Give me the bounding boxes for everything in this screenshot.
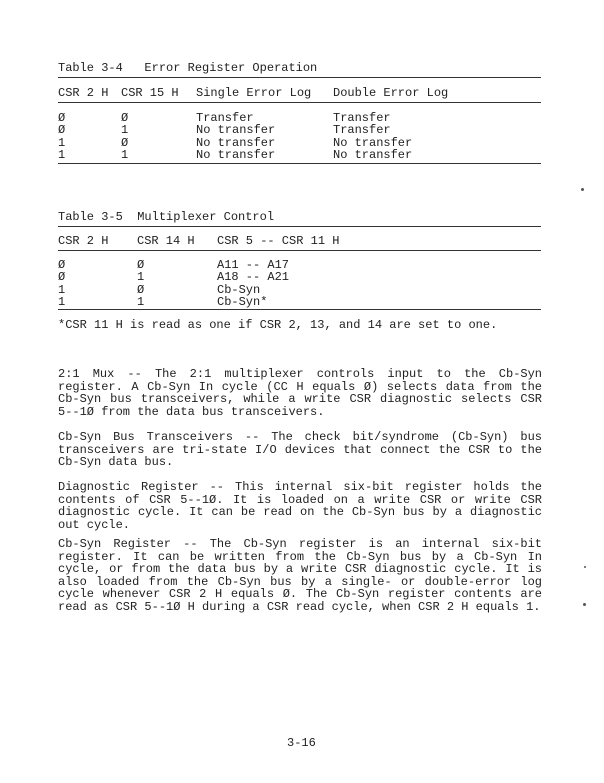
table-row <box>0 137 604 150</box>
table-cell: Cb-Syn <box>217 282 261 297</box>
table-cell: Cb-Syn* <box>217 294 268 309</box>
table-footnote: *CSR 11 H is read as one if CSR 2, 13, and 14 are set to one. <box>58 318 498 332</box>
table-cell: Ø <box>121 135 129 150</box>
table-rule <box>58 102 541 103</box>
table-rule <box>58 250 541 251</box>
column-header: CSR 15 H <box>121 86 179 100</box>
table-cell: 1 <box>137 294 145 309</box>
table-cell: 1 <box>58 282 66 297</box>
table-3-4-title: Table 3-4 Error Register Operation <box>58 61 318 75</box>
table-cell: 1 <box>121 147 129 162</box>
table-cell: 1 <box>137 270 145 285</box>
table-cell: A11 -- A17 <box>217 258 290 272</box>
column-header: CSR 2 H <box>58 86 109 100</box>
table-cell: Transfer <box>196 111 254 125</box>
paragraph-cb-syn-register: Cb-Syn Register -- The Cb-Syn register is an internal six-bit register. It can be written from the Cb-Syn bus by a Cb-Syn In cycle, or from the data bus by a write CSR diagnostic cycle. It is also loaded from the Cb-Syn bus by a single- or double-error log cycle whenever CSR 2 H equals Ø. The Cb-Syn register contents are read as CSR 5--1Ø H during a CSR read cycle, when CSR 2 H equals 1. <box>58 537 542 614</box>
table-row <box>0 259 604 272</box>
scan-speck <box>583 603 586 606</box>
column-header: CSR 14 H <box>137 234 195 248</box>
column-header: CSR 2 H <box>58 234 109 248</box>
column-header: Single Error Log <box>196 86 312 100</box>
table-cell: 1 <box>58 135 66 150</box>
table-rule <box>58 309 541 310</box>
table-cell: A18 -- A21 <box>217 270 290 285</box>
table-3-5-title: Table 3-5 Multiplexer Control <box>58 210 275 224</box>
table-rule <box>58 226 541 227</box>
table-cell: Ø <box>121 111 129 125</box>
table-3-5-header <box>0 235 604 248</box>
table-cell: No transfer <box>333 147 413 162</box>
table-cell: 1 <box>121 123 129 138</box>
paragraph-cb-syn-bus-transceivers: Cb-Syn Bus Transceivers -- The check bit/syndrome (Cb-Syn) bus transceivers are tri-state I/O devices that connect the CSR to the Cb-Syn data bus. <box>58 430 542 470</box>
table-row <box>0 124 604 137</box>
table-cell: No transfer <box>196 135 276 150</box>
table-row <box>0 296 604 309</box>
table-cell: Ø <box>58 258 66 272</box>
table-cell: 1 <box>58 147 66 162</box>
table-cell: Ø <box>58 123 66 138</box>
scan-speck <box>581 188 584 191</box>
table-row <box>0 284 604 297</box>
table-row <box>0 112 604 125</box>
table-rule <box>58 77 541 78</box>
table-cell: Ø <box>137 282 145 297</box>
table-cell: No transfer <box>196 147 276 162</box>
table-cell: Transfer <box>333 123 391 138</box>
table-cell: Ø <box>137 258 145 272</box>
column-header: Double Error Log <box>333 86 449 100</box>
page-number: 3-16 <box>287 736 316 750</box>
table-cell: Transfer <box>333 111 391 125</box>
table-cell: Ø <box>58 111 66 125</box>
table-rule <box>58 163 541 164</box>
table-cell: Ø <box>58 270 66 285</box>
table-row <box>0 271 604 284</box>
column-header: CSR 5 -- CSR 11 H <box>217 234 340 248</box>
scan-speck <box>584 566 586 568</box>
table-cell: No transfer <box>196 123 276 138</box>
table-3-4-header <box>0 87 604 100</box>
paragraph-diagnostic-register: Diagnostic Register -- This internal six-bit register holds the contents of CSR 5--1Ø. It is loaded on a write CSR or write CSR diagnostic cycle. It can be read on the Cb-Syn bus by a diagnostic out cycle. <box>58 480 542 532</box>
table-cell: 1 <box>58 294 66 309</box>
table-cell: No transfer <box>333 135 413 150</box>
table-row <box>0 149 604 162</box>
paragraph-2-1-mux: 2:1 Mux -- The 2:1 multiplexer controls input to the Cb-Syn register. A Cb-Syn In cycle (CC H equals Ø) selects data from the Cb-Syn bus transceivers, while a write CSR diagnostic selects CSR 5--1Ø from the data bus transceivers. <box>58 367 542 419</box>
